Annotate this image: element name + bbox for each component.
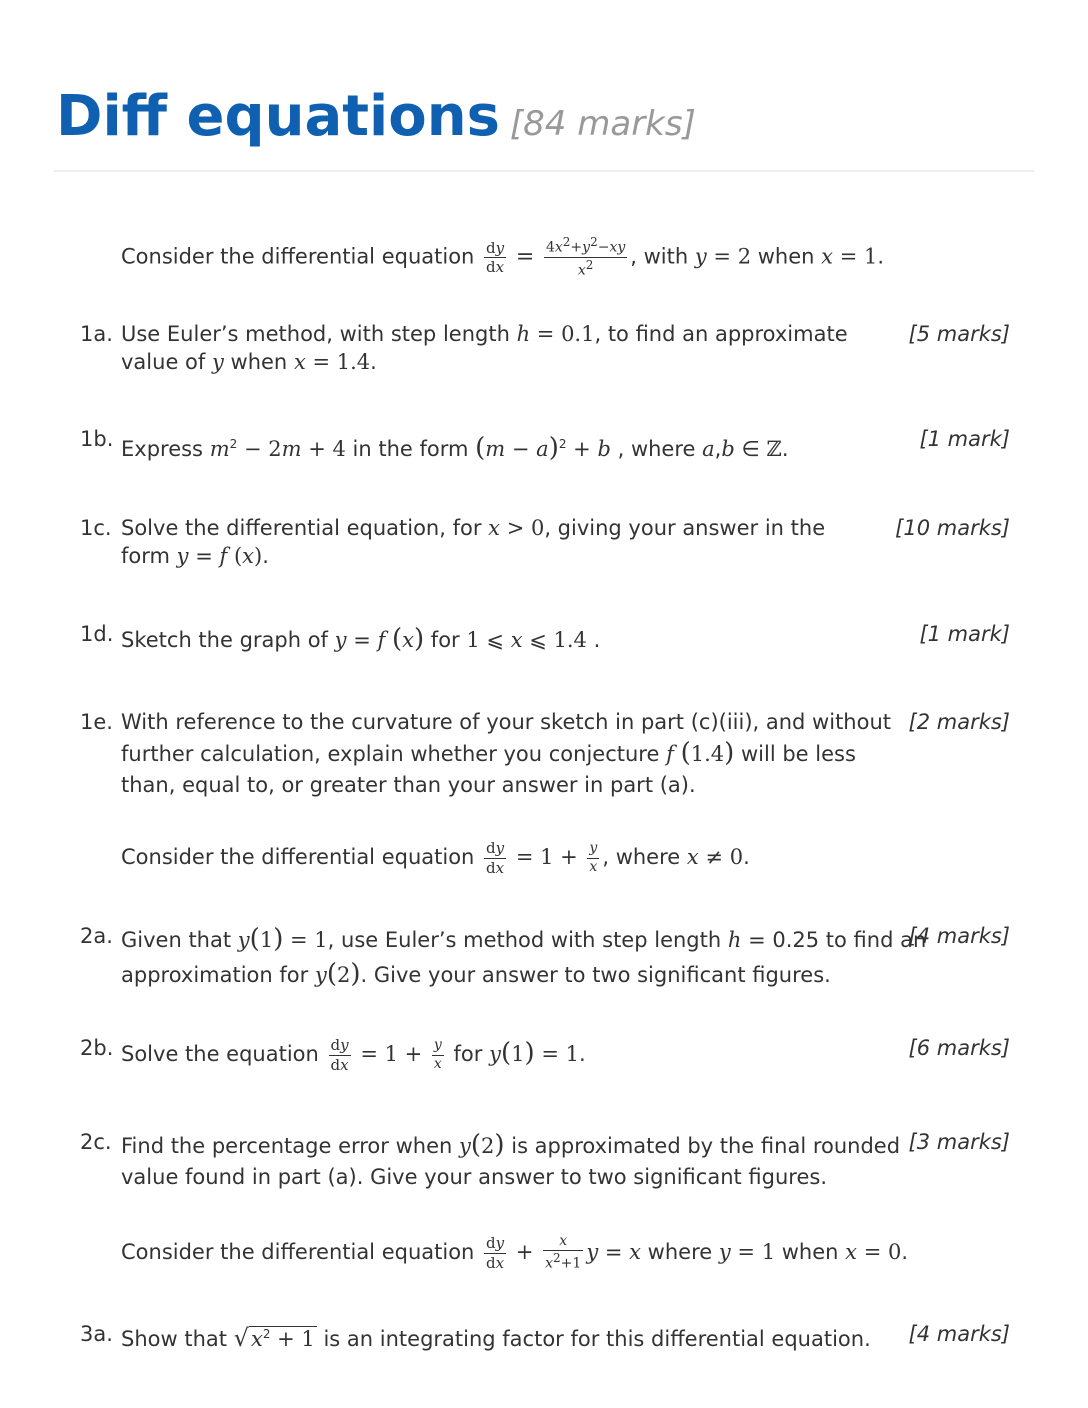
question-marks: [3 marks] bbox=[908, 1130, 1010, 1154]
header-divider bbox=[54, 170, 1034, 172]
question-text: Express $m^2 - 2m + 4$ in the form $(m - a)^2 + b$ , where a,b ∈ ℤ. bbox=[121, 433, 789, 463]
question-text: Solve the differential equation, for x > 0, giving your answer in the form y = f (x). bbox=[121, 516, 826, 569]
question-number: 3a. bbox=[80, 1322, 113, 1346]
question-marks: [2 marks] bbox=[908, 710, 1010, 734]
question-marks: [6 marks] bbox=[908, 1036, 1010, 1060]
question-text: Solve the equation $\frac{dy}{dx}$ = 1 + $\frac{y}{x}$ for y(1) = 1. bbox=[121, 1036, 586, 1074]
question-marks: [1 mark] bbox=[919, 622, 1010, 646]
question-text: With reference to the curvature of your sketch in part (c)(iii), and without further calculation, explain whether you conjecture f (1.4) will be less than, equal to, or greater than your answer in part (a). bbox=[121, 710, 892, 798]
total-marks: [84 marks] bbox=[509, 104, 696, 144]
question-text: Find the percentage error when y(2) is approximated by the final rounded value found in part (a). Give your answer to two significant figures. bbox=[121, 1130, 901, 1190]
title-text: Diff equations bbox=[56, 84, 500, 149]
question-1-stem: Consider the differential equation $\frac{dy}{dx}$ = $\frac{4x2+y2-xy}{x2}$ , with y = 2 when x = 1. bbox=[121, 235, 885, 279]
question-text: Show that $√x^2 + 1$ is an integrating factor for this differential equation. bbox=[121, 1324, 871, 1352]
question-number: 1b. bbox=[80, 427, 114, 451]
question-3-stem: Consider the differential equation $\frac{dy}{dx}$ + $\frac{x}{x2+1}$ y = x where y = 1 when x = 0. bbox=[121, 1233, 909, 1273]
question-text: Given that y(1) = 1, use Euler’s method with step length h = 0.25 to find an approximation for y(2). Give your answer to two significant figures. bbox=[121, 924, 927, 990]
question-marks: [5 marks] bbox=[908, 322, 1010, 346]
question-number: 2b. bbox=[80, 1036, 114, 1060]
question-marks: [1 mark] bbox=[919, 427, 1010, 451]
question-2-stem: Consider the differential equation $\frac{dy}{dx}$ = 1 + $\frac{y}{x}$ , where x ≠ 0. bbox=[121, 839, 750, 877]
question-number: 1e. bbox=[80, 710, 113, 734]
page-title bbox=[56, 86, 696, 148]
question-marks: [4 marks] bbox=[908, 924, 1010, 948]
question-number: 1a. bbox=[80, 322, 113, 346]
question-number: 1d. bbox=[80, 622, 114, 646]
question-text: Use Euler’s method, with step length h = 0.1, to find an approximate value of y when x = 1.4. bbox=[121, 322, 848, 375]
question-marks: [10 marks] bbox=[895, 516, 1010, 540]
question-number: 2c. bbox=[80, 1130, 112, 1154]
question-text: Sketch the graph of y = f (x) for 1 ⩽ x ⩽ 1.4 . bbox=[121, 624, 601, 654]
question-number: 1c. bbox=[80, 516, 112, 540]
question-number: 2a. bbox=[80, 924, 113, 948]
question-marks: [4 marks] bbox=[908, 1322, 1010, 1346]
